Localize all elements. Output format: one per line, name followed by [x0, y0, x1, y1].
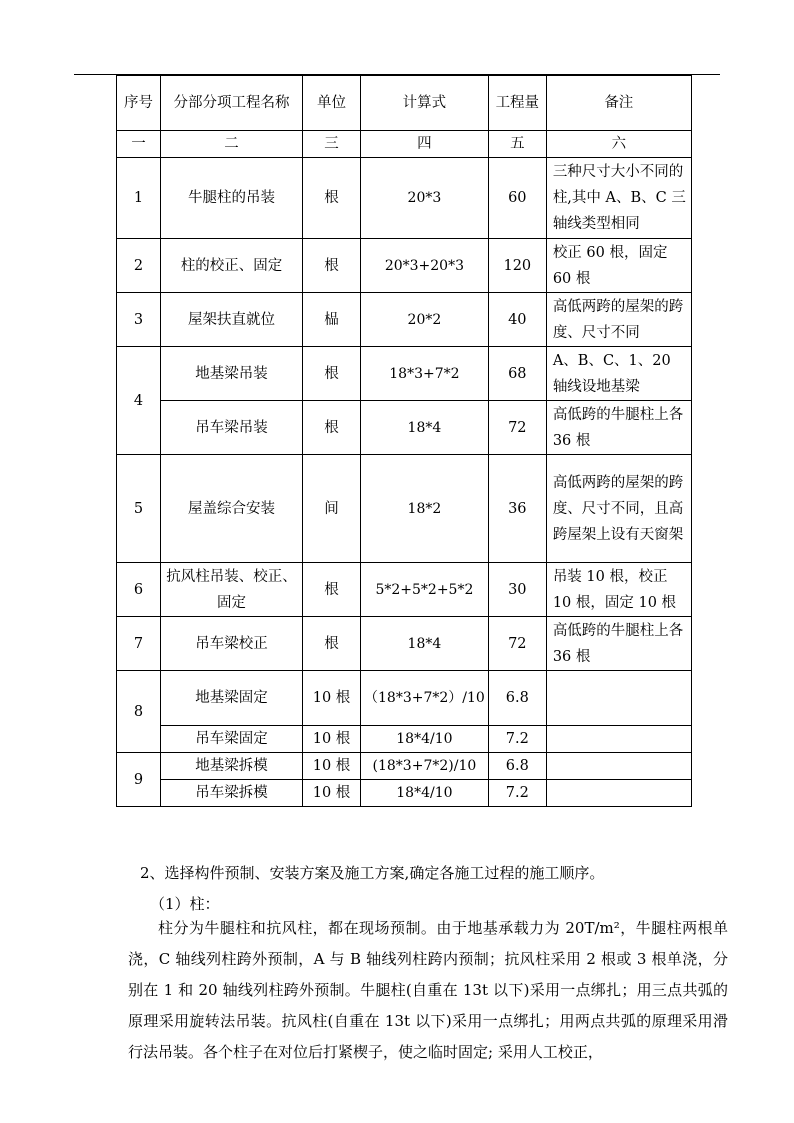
- item-unit: 10 根: [303, 753, 361, 780]
- table-row: [117, 293, 692, 347]
- item-note: 吊装 10 根，校正 10 根，固定 10 根: [546, 563, 691, 617]
- item-quantity: 6.8: [488, 753, 546, 780]
- item-unit: 根: [303, 239, 361, 293]
- item-formula: 18*4/10: [361, 780, 489, 807]
- item-name: 抗风柱吊装、校正、固定: [161, 563, 303, 617]
- item-name: 地基梁吊装: [161, 347, 303, 401]
- item-note: 校正 60 根，固定 60 根: [546, 239, 691, 293]
- item-formula: 18*4: [361, 617, 489, 671]
- index-cell: 一: [117, 131, 161, 158]
- item-formula: 18*2: [361, 455, 489, 563]
- item-name: 屋架扶直就位: [161, 293, 303, 347]
- item-note: [546, 671, 691, 726]
- item-name: 屋盖综合安装: [161, 455, 303, 563]
- row-number: 1: [117, 158, 161, 239]
- item-unit: 根: [303, 347, 361, 401]
- section-heading: 2、选择构件预制、安装方案及施工方案,确定各施工过程的施工顺序。: [140, 864, 605, 882]
- works-table: [116, 75, 692, 807]
- item-unit: 根: [303, 158, 361, 239]
- item-name: 吊车梁校正: [161, 617, 303, 671]
- item-quantity: 60: [488, 158, 546, 239]
- table-row: [117, 563, 692, 617]
- row-number: 9: [117, 753, 161, 807]
- item-name: 吊车梁吊装: [161, 401, 303, 455]
- header-cell: 计算式: [361, 76, 489, 131]
- item-note: 三种尺寸大小不同的柱,其中 A、B、C 三轴线类型相同: [546, 158, 691, 239]
- item-quantity: 72: [488, 401, 546, 455]
- header-cell: 分部分项工程名称: [161, 76, 303, 131]
- index-cell: 五: [488, 131, 546, 158]
- row-number: 5: [117, 455, 161, 563]
- table-row: [117, 455, 692, 563]
- item-name: 牛腿柱的吊装: [161, 158, 303, 239]
- item-formula: 20*3+20*3: [361, 239, 489, 293]
- item-quantity: 68: [488, 347, 546, 401]
- item-quantity: 120: [488, 239, 546, 293]
- row-number: 2: [117, 239, 161, 293]
- item-formula: 18*3+7*2: [361, 347, 489, 401]
- item-formula: 18*4/10: [361, 726, 489, 753]
- table-row: [117, 617, 692, 671]
- item-quantity: 6.8: [488, 671, 546, 726]
- item-name: 地基梁固定: [161, 671, 303, 726]
- item-formula: 18*4: [361, 401, 489, 455]
- item-unit: 根: [303, 401, 361, 455]
- item-unit: 10 根: [303, 780, 361, 807]
- item-unit: 间: [303, 455, 361, 563]
- item-name: 吊车梁拆模: [161, 780, 303, 807]
- item-unit: 榀: [303, 293, 361, 347]
- subsection-heading: （1）柱：: [150, 895, 220, 913]
- item-formula: 20*3: [361, 158, 489, 239]
- item-note: [546, 753, 691, 780]
- table-row: [117, 158, 692, 239]
- item-quantity: 30: [488, 563, 546, 617]
- item-note: 高低两跨的屋架的跨度、尺寸不同: [546, 293, 691, 347]
- index-cell: 三: [303, 131, 361, 158]
- header-cell: 备注: [546, 76, 691, 131]
- item-quantity: 40: [488, 293, 546, 347]
- table-row: [117, 401, 692, 455]
- table-row: [117, 347, 692, 401]
- table-row: [117, 753, 692, 780]
- item-unit: 根: [303, 563, 361, 617]
- item-formula: (18*3+7*2)/10: [361, 753, 489, 780]
- header-cell: 工程量: [488, 76, 546, 131]
- item-unit: 根: [303, 617, 361, 671]
- table-row: [117, 671, 692, 726]
- item-quantity: 7.2: [488, 780, 546, 807]
- item-note: [546, 780, 691, 807]
- index-cell: 六: [546, 131, 691, 158]
- row-number: 7: [117, 617, 161, 671]
- item-note: A、B、C、1、20 轴线设地基梁: [546, 347, 691, 401]
- item-formula: （18*3+7*2）/10: [361, 671, 489, 726]
- table-row: [117, 726, 692, 753]
- index-cell: 四: [361, 131, 489, 158]
- table-row: [117, 239, 692, 293]
- item-unit: 10 根: [303, 671, 361, 726]
- header-cell: 序号: [117, 76, 161, 131]
- item-name: 柱的校正、固定: [161, 239, 303, 293]
- header-cell: 单位: [303, 76, 361, 131]
- item-quantity: 36: [488, 455, 546, 563]
- item-unit: 10 根: [303, 726, 361, 753]
- table-row: [117, 780, 692, 807]
- table-index-row: [117, 131, 692, 158]
- row-number: 3: [117, 293, 161, 347]
- row-number: 6: [117, 563, 161, 617]
- item-note: 高低跨的牛腿柱上各 36 根: [546, 617, 691, 671]
- item-formula: 20*2: [361, 293, 489, 347]
- index-cell: 二: [161, 131, 303, 158]
- row-number: 8: [117, 671, 161, 753]
- row-number: 4: [117, 347, 161, 455]
- item-note: 高低跨的牛腿柱上各 36 根: [546, 401, 691, 455]
- item-note: 高低两跨的屋架的跨度、尺寸不同，且高跨屋架上设有天窗架: [546, 455, 691, 563]
- item-quantity: 7.2: [488, 726, 546, 753]
- item-name: 吊车梁固定: [161, 726, 303, 753]
- item-name: 地基梁拆模: [161, 753, 303, 780]
- item-note: [546, 726, 691, 753]
- item-formula: 5*2+5*2+5*2: [361, 563, 489, 617]
- item-quantity: 72: [488, 617, 546, 671]
- table-header-row: [117, 76, 692, 131]
- body-paragraph: 柱分为牛腿柱和抗风柱，都在现场预制。由于地基承载力为 20T/m²，牛腿柱两根单浇，C 轴线列柱跨外预制，A 与 B 轴线列柱跨内预制；抗风柱采用 2 根或 3 根单浇，分别在 1 和 20 轴线列柱跨外预制。牛腿柱(自重在 13t 以下)采用一点绑扎；用三点共弧的原理采用旋转法吊装。抗风柱(自重在 13t 以下)采用一点绑扎；用两点共弧的原理采用滑行法吊装。各个柱子在对位后打紧楔子，使之临时固定; 采用人工校正，: [128, 919, 728, 1061]
